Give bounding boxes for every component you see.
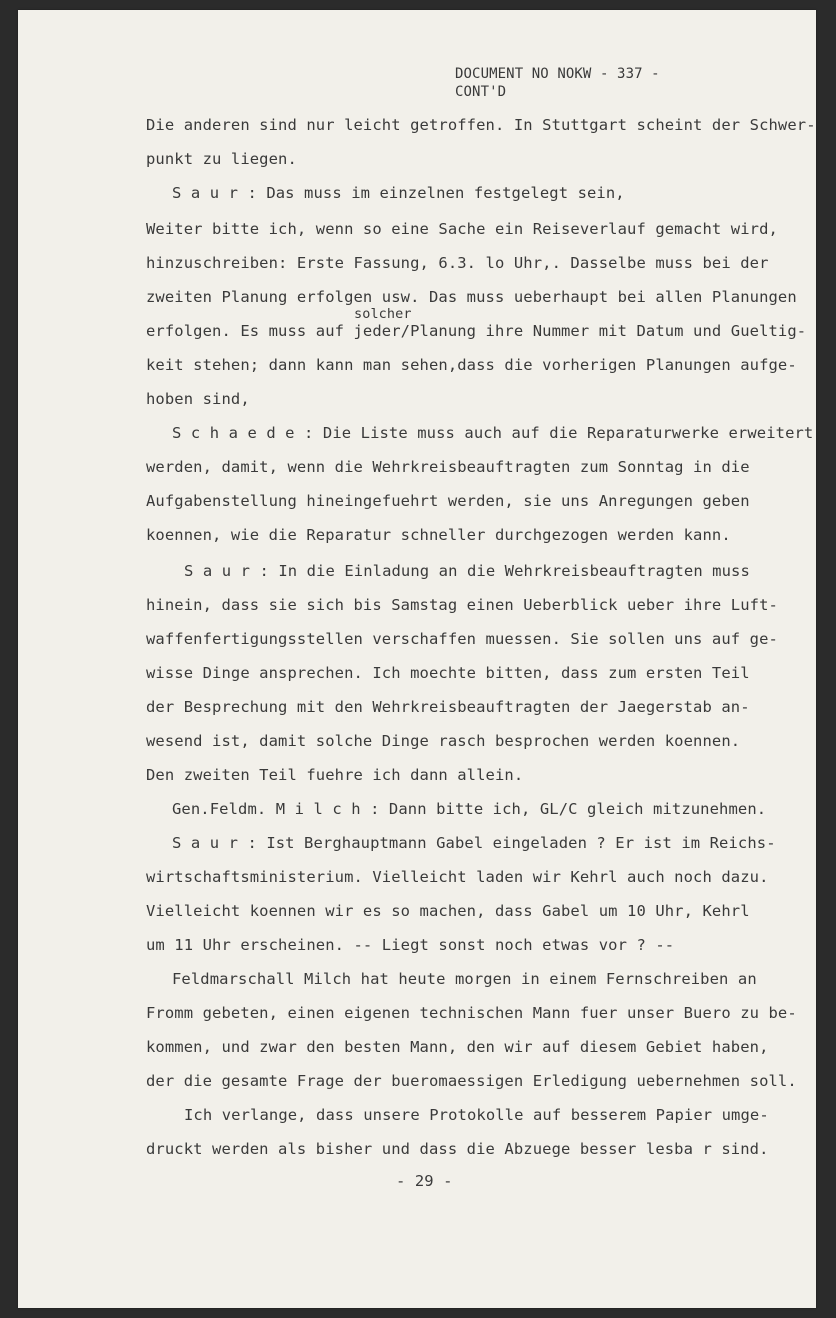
text-line: wirtschaftsministerium. Vielleicht laden wir Kehrl auch noch dazu. <box>146 868 769 886</box>
text-line: der die gesamte Frage der bueromaessigen Erledigung uebernehmen soll. <box>146 1072 797 1090</box>
text-line: Ich verlange, dass unsere Protokolle auf besserem Papier umge- <box>184 1106 769 1124</box>
text-line: Fromm gebeten, einen eigenen technischen Mann fuer unser Buero zu be- <box>146 1004 797 1022</box>
document-page <box>18 10 816 1308</box>
text-line: S c h a e d e : Die Liste muss auch auf die Reparaturwerke erweitert <box>172 424 814 442</box>
text-line: Den zweiten Teil fuehre ich dann allein. <box>146 766 524 784</box>
text-line: werden, damit, wenn die Wehrkreisbeauftragten zum Sonntag in die <box>146 458 750 476</box>
text-line: S a u r : Ist Berghauptmann Gabel eingeladen ? Er ist im Reichs- <box>172 834 776 852</box>
text-line: punkt zu liegen. <box>146 150 297 168</box>
text-line: keit stehen; dann kann man sehen,dass die vorherigen Planungen aufge- <box>146 356 797 374</box>
text-line: Weiter bitte ich, wenn so eine Sache ein Reiseverlauf gemacht wird, <box>146 220 778 238</box>
text-line: S a u r : In die Einladung an die Wehrkreisbeauftragten muss <box>184 562 750 580</box>
text-line: Die anderen sind nur leicht getroffen. In Stuttgart scheint der Schwer- <box>146 116 816 134</box>
document-reference: DOCUMENT NO NOKW - 337 - <box>455 66 660 82</box>
text-line: der Besprechung mit den Wehrkreisbeauftragten der Jaegerstab an- <box>146 698 750 716</box>
text-line: zweiten Planung erfolgen usw. Das muss ueberhaupt bei allen Planungen <box>146 288 797 306</box>
text-line: S a u r : Das muss im einzelnen festgelegt sein, <box>172 184 625 202</box>
text-line: koennen, wie die Reparatur schneller durchgezogen werden kann. <box>146 526 731 544</box>
text-line: hinein, dass sie sich bis Samstag einen Ueberblick ueber ihre Luft- <box>146 596 778 614</box>
text-line: erfolgen. Es muss auf jeder/Planung ihre Nummer mit Datum und Gueltig- <box>146 322 807 340</box>
handwritten-insertion: solcher <box>354 306 412 322</box>
text-line: Gen.Feldm. M i l c h : Dann bitte ich, GL/C gleich mitzunehmen. <box>172 800 767 818</box>
text-line: wisse Dinge ansprechen. Ich moechte bitten, dass zum ersten Teil <box>146 664 750 682</box>
text-line: wesend ist, damit solche Dinge rasch besprochen werden koennen. <box>146 732 741 750</box>
text-line: hinzuschreiben: Erste Fassung, 6.3. lo Uhr,. Dasselbe muss bei der <box>146 254 769 272</box>
text-line: waffenfertigungsstellen verschaffen muessen. Sie sollen uns auf ge- <box>146 630 778 648</box>
text-line: Vielleicht koennen wir es so machen, dass Gabel um 10 Uhr, Kehrl <box>146 902 750 920</box>
page-number: - 29 - <box>396 1172 453 1190</box>
document-continued-note: CONT'D <box>455 84 507 100</box>
text-line: hoben sind, <box>146 390 250 408</box>
text-line: um 11 Uhr erscheinen. -- Liegt sonst noch etwas vor ? -- <box>146 936 675 954</box>
text-line: druckt werden als bisher und dass die Abzuege besser lesba r sind. <box>146 1140 769 1158</box>
text-line: Feldmarschall Milch hat heute morgen in einem Fernschreiben an <box>172 970 757 988</box>
text-line: Aufgabenstellung hineingefuehrt werden, sie uns Anregungen geben <box>146 492 750 510</box>
text-line: kommen, und zwar den besten Mann, den wir auf diesem Gebiet haben, <box>146 1038 769 1056</box>
